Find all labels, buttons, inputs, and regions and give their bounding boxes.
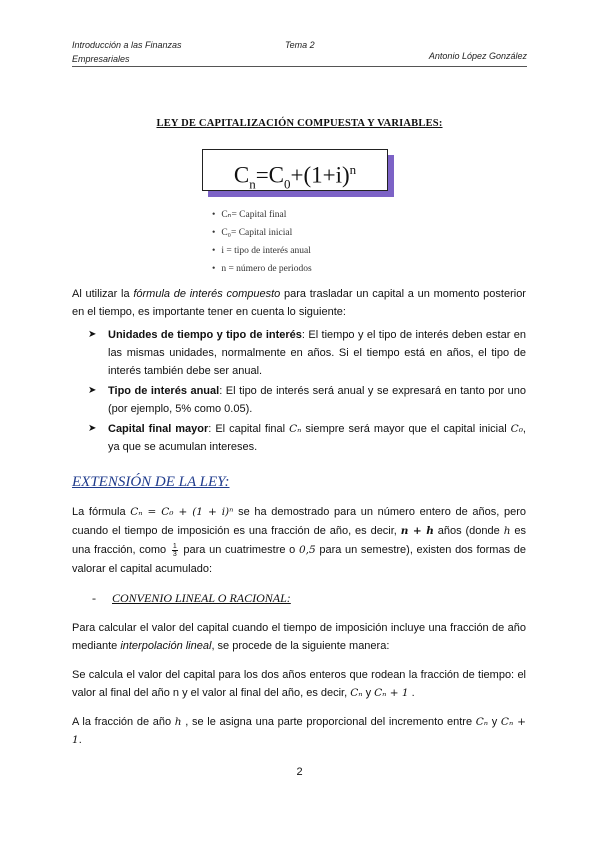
header-topic: Tema 2 [285, 40, 315, 50]
considerations-list [88, 326, 526, 458]
arrow-bullet-icon: ➤ [88, 385, 97, 396]
list-item: ➤ Unidades de tiempo y tipo de interés: El tiempo y el tipo de interés deben estar en las mismas unidades, normalmente en años. Si el tiempo está en años, el tipo de interés también debe ser anual. [88, 326, 526, 380]
convenio-heading: - CONVENIO LINEAL O RACIONAL: [92, 591, 291, 605]
header-divider [72, 66, 527, 67]
legend-item: • C₀= Capital inicial [212, 224, 312, 242]
fraction-one-third: $\frac{1}{3}$ [172, 542, 177, 558]
header-course-title-line2: Empresariales [72, 54, 130, 64]
list-item: ➤ Tipo de interés anual: El tipo de interés será anual y se expresará en tanto por uno (por ejemplo, 5% como 0.05). [88, 382, 526, 418]
header-course-title-line1: Introducción a las Finanzas [72, 40, 182, 50]
convenio-paragraph-2: Se calcula el valor del capital para los dos años enteros que rodean la fracción de tiempo: el valor al final del año n y el valor al final del año, es decir, Cₙ y Cₙ + 1 . [72, 669, 526, 699]
extension-paragraph: La fórmula Cₙ = C₀ + (1 + i)ⁿ se ha demostrado para un número entero de años, pero cuando el tiempo de imposición es una fracción de año, es decir, n + h años (donde h es una fracción, como $\frac{1}{3}$ para un cuatrimestre o 0,5 para un semestre), existen dos formas de valorar el capital acumulado: [72, 506, 526, 575]
arrow-bullet-icon: ➤ [88, 423, 97, 434]
formula-legend [212, 206, 312, 278]
header-author: Antonio López González [428, 51, 527, 61]
intro-paragraph: Al utilizar la fórmula de interés compuesto para trasladar un capital a un momento posterior en el tiempo, es importante tener en cuenta lo siguiente: [72, 288, 526, 318]
arrow-bullet-icon: ➤ [88, 329, 97, 340]
section-title: LEY DE CAPITALIZACIÓN COMPUESTA Y VARIABLES: [156, 118, 443, 129]
list-item: ➤ Capital final mayor: El capital final Cₙ siempre será mayor que el capital inicial C₀, ya que se acumulan intereses. [88, 420, 526, 456]
legend-item: • n = número de periodos [212, 260, 312, 278]
legend-item: • Cₙ= Capital final [212, 206, 312, 224]
extension-heading: EXTENSIÓN DE LA LEY: [72, 474, 230, 490]
compound-interest-formula: $C_n=C_0+(1+i)^n$ [202, 149, 388, 191]
convenio-paragraph-1: Para calcular el valor del capital cuando el tiempo de imposición incluye una fracción de año mediante interpolación lineal, se procede de la siguiente manera: [72, 622, 526, 652]
legend-item: • i = tipo de interés anual [212, 242, 312, 260]
page-number: 2 [296, 766, 303, 778]
convenio-paragraph-3: A la fracción de año h , se le asigna una parte proporcional del incremento entre Cₙ y Cₙ + 1. [72, 716, 526, 746]
